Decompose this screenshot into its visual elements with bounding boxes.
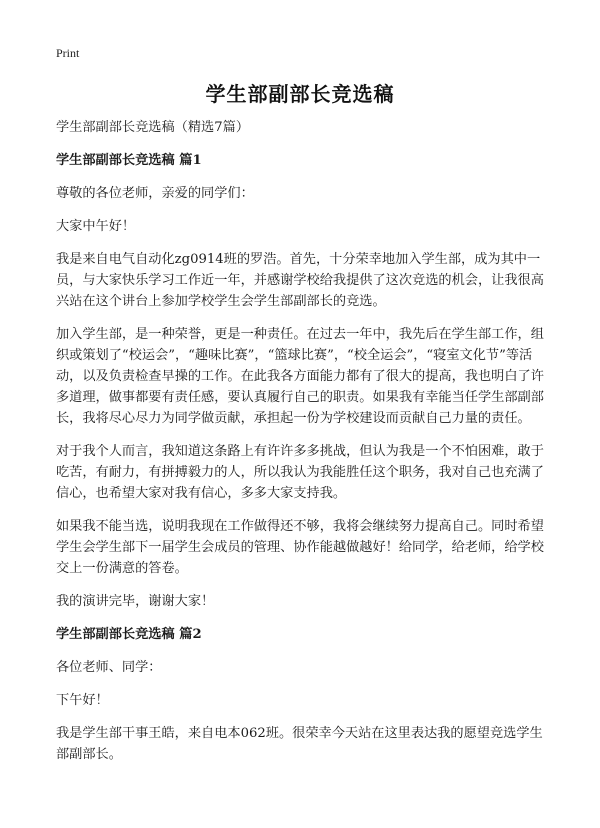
paragraph: 我的演讲完毕，谢谢大家！: [56, 594, 215, 609]
page-title: 学生部副部长竞选稿: [205, 82, 395, 106]
print-link[interactable]: Print: [56, 46, 80, 60]
paragraph: 下午好！: [56, 693, 109, 708]
document-subtitle: 学生部副部长竞选稿（精选7篇）: [56, 120, 250, 135]
section-2: [56, 624, 552, 765]
paragraph: 各位老师、同学：: [56, 660, 162, 675]
section-heading: 学生部副部长竞选稿 篇2: [56, 627, 202, 642]
document-body: [56, 117, 552, 777]
paragraph: 加入学生部，是一种荣誉，更是一种责任。在过去一年中，我先后在学生部工作，组织或策划了“校运会”，“趣味比赛”，“篮球比赛”，“校全运会”，“寝室文化节”等活动，以及负责检查早操的工作。在此我各方面能力都有了很大的提高，我也明白了许多道理，做事都要有责任感，要认真履行自己的职责。如果我有幸能当任学生部副部长，我将尽心尽力为同学做贡献，承担起一份为学校建设而贡献自己力量的责任。: [56, 327, 544, 426]
paragraph: 大家中午好！: [56, 219, 136, 234]
paragraph: 对于我个人而言，我知道这条路上有许许多多挑战，但认为我是一个不怕困难，敢于吃苦，有耐力，有拼搏毅力的人，所以我认为我能胜任这个职务，我对自己也充满了信心，也希望大家对我有信心，多多大家支持我。: [56, 444, 544, 501]
section-heading: 学生部副部长竞选稿 篇1: [56, 153, 202, 168]
section-1: [56, 150, 552, 612]
paragraph: 我是来自电气自动化zg0914班的罗浩。首先，十分荣幸地加入学生部，成为其中一员，与大家快乐学习工作近一年，并感谢学校给我提供了这次竞选的机会，让我很高兴站在这个讲台上参加学校学生会学生部副部长的竞选。: [56, 252, 544, 309]
paragraph: 如果我不能当选，说明我现在工作做得还不够，我将会继续努力提高自己。同时希望学生会学生部下一届学生会成员的管理、协作能越做越好！给同学，给老师，给学校交上一份满意的答卷。: [56, 519, 544, 576]
paragraph: 我是学生部干事王皓，来自电本062班。很荣幸今天站在这里表达我的愿望竞选学生部副部长。: [56, 726, 543, 762]
paragraph: 尊敬的各位老师，亲爱的同学们：: [56, 186, 254, 201]
